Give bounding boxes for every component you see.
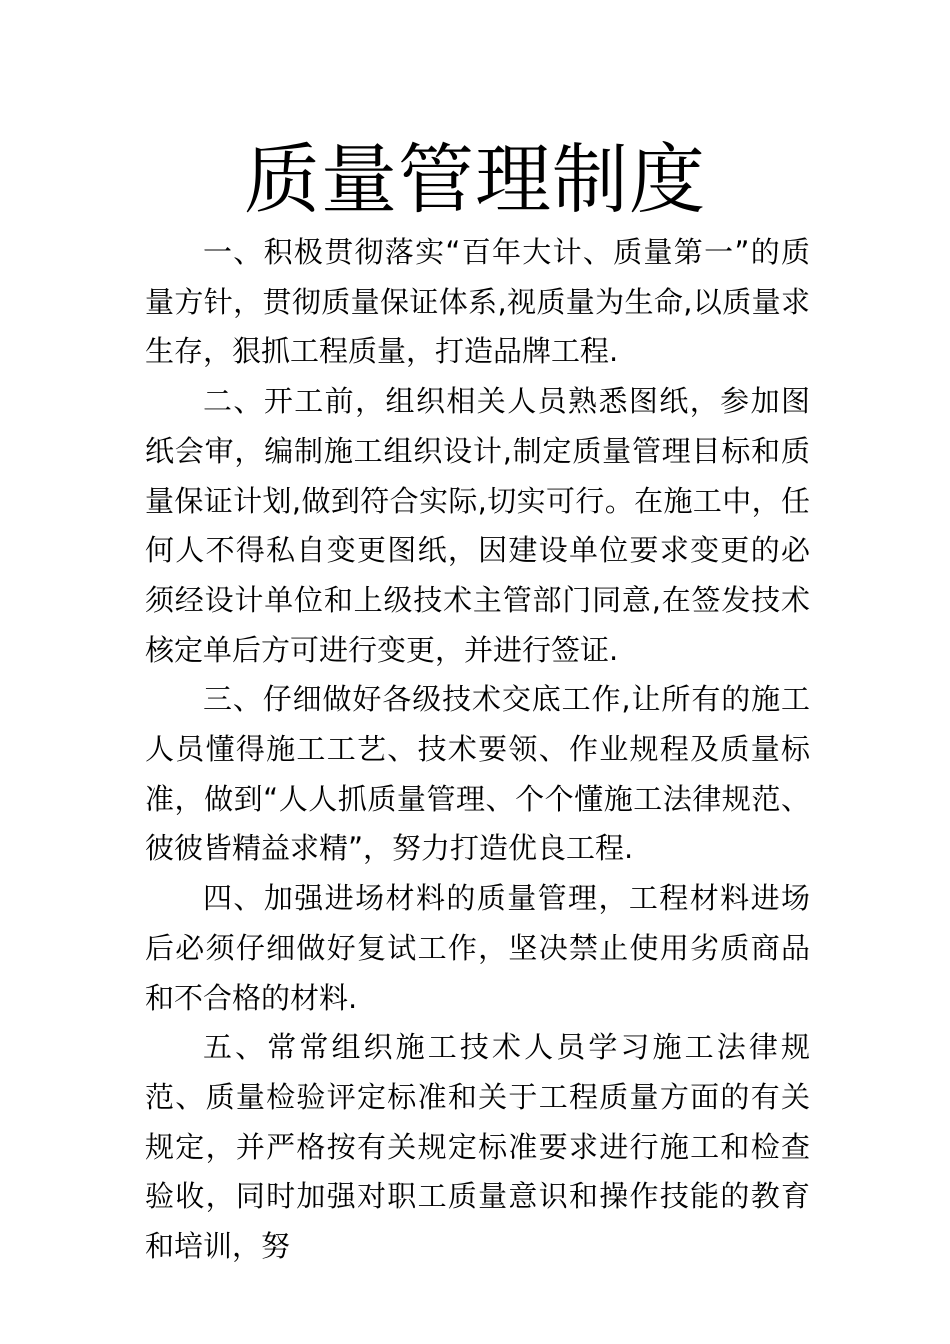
- paragraph-2: 二、开工前，组织相关人员熟悉图纸，参加图纸会审，编制施工组织设计,制定质量管理目标和质量保证计划,做到符合实际,切实可行。在施工中，任何人不得私自变更图纸，因建设单位要求变更的必须经设计单位和上级技术主管部门同意,在签发技术核定单后方可进行变更，并进行签证.: [145, 384, 810, 667]
- paragraph-1: 一、积极贯彻落实“百年大计、质量第一”的质量方针，贯彻质量保证体系,视质量为生命,以质量求生存，狠抓工程质量，打造品牌工程.: [145, 235, 810, 369]
- document-title: 质量管理制度: [244, 135, 706, 224]
- paragraph-5: 五、常常组织施工技术人员学习施工法律规范、质量检验评定标准和关于工程质量方面的有关规定，并严格按有关规定标准要求进行施工和检查验收，同时加强对职工质量意识和操作技能的教育和培训，努: [145, 1030, 810, 1264]
- paragraph-3: 三、仔细做好各级技术交底工作,让所有的施工人员懂得施工工艺、技术要领、作业规程及质量标准，做到“人人抓质量管理、个个懂施工法律规范、彼彼皆精益求精”，努力打造优良工程.: [145, 682, 810, 866]
- document-body: [145, 228, 810, 1272]
- paragraph-4: 四、加强进场材料的质量管理，工程材料进场后必须仔细做好复试工作，坚决禁止使用劣质商品和不合格的材料.: [145, 881, 810, 1015]
